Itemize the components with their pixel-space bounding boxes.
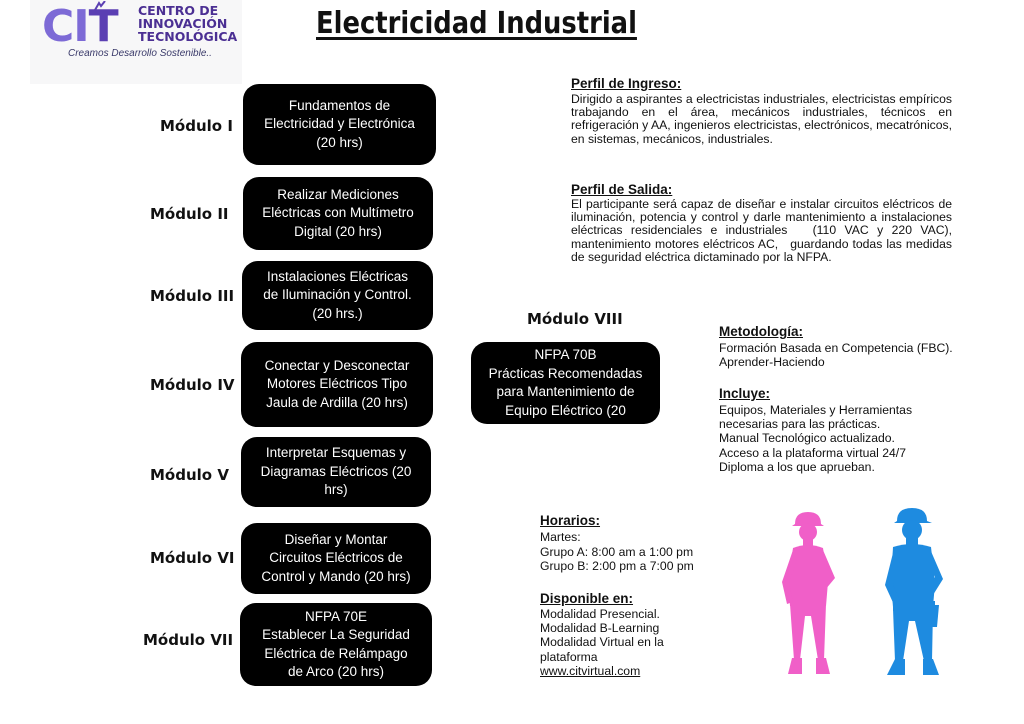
incluye-item: Diploma a los que aprueban. xyxy=(719,459,875,474)
perfil-ingreso-text: Dirigido a aspirantes a electricistas industriales, electricistas empíricos trabajando en el área, mecánicos industriales, técnicos en refrigeración y AA, ingenieros electricistas, electrónicos, mecatrónicos, en sistemas, mecánicos, industriales. xyxy=(571,92,952,146)
incluye-list xyxy=(719,403,912,474)
perfil-salida-text: El participante será capaz de diseñar e instalar circuitos eléctricos de iluminación, potencia y control y darle mantenimiento a instalaciones eléctricas residenciales e industriales (110 VAC y 220 VAC), mantenimiento motores eléctricos AC, guardando todas las medidas de seguridad eléctrica dictaminado por la NFPA. xyxy=(571,197,956,264)
male-worker-silhouette-icon xyxy=(875,505,955,681)
horarios-list xyxy=(540,530,694,574)
disponible-item: plataforma xyxy=(540,649,598,664)
module-label-8: Módulo VIII xyxy=(527,310,623,328)
metodologia-item: Aprender-Haciendo xyxy=(719,355,825,370)
module-label-6: Módulo VI xyxy=(150,549,235,567)
perfil-salida-title: Perfil de Salida: xyxy=(571,182,673,197)
module-label-5: Módulo V xyxy=(150,466,229,484)
module-box-8: NFPA 70B Prácticas Recomendadas para Mantenimiento de Equipo Eléctrico (20 xyxy=(471,342,660,424)
disponible-item: Modalidad B-Learning xyxy=(540,621,660,636)
module-box-5: Interpretar Esquemas y Diagramas Eléctricos (20 hrs) xyxy=(241,437,431,507)
perfil-ingreso-title: Perfil de Ingreso: xyxy=(571,76,682,91)
module-box-6: Diseñar y Montar Circuitos Eléctricos de Control y Mando (20 hrs) xyxy=(241,523,431,594)
incluye-title: Incluye: xyxy=(719,386,771,401)
female-worker-silhouette-icon xyxy=(775,508,843,680)
incluye-item: Equipos, Materiales y Herramientas xyxy=(719,403,913,417)
logo-name: CENTRO DE INNOVACIÓN TECNOLÓGICA xyxy=(138,3,238,44)
module-label-2: Módulo II xyxy=(150,205,229,223)
metodologia-title: Metodología: xyxy=(719,324,803,339)
module-box-4: Conectar y Desconectar Motores Eléctricos Tipo Jaula de Ardilla (20 hrs) xyxy=(241,342,433,427)
logo-tagline: Creamos Desarrollo Sostenible.. xyxy=(68,48,212,59)
module-label-7: Módulo VII xyxy=(143,631,234,649)
page-title: Electricidad Industrial xyxy=(316,6,637,41)
metodologia-list xyxy=(719,341,953,369)
incluye-item: Manual Tecnológico actualizado. xyxy=(719,431,895,446)
module-label-3: Módulo III xyxy=(150,287,235,305)
horarios-item: Martes: xyxy=(540,530,581,544)
incluye-item: Acceso a la plataforma virtual 24/7 xyxy=(719,445,906,460)
disponible-item: Modalidad Virtual en la xyxy=(540,635,664,650)
disponible-list xyxy=(540,607,664,678)
horarios-item: Grupo A: 8:00 am a 1:00 pm xyxy=(540,544,694,559)
metodologia-item: Formación Basada en Competencia (FBC). xyxy=(719,341,953,355)
module-box-1: Fundamentos de Electricidad y Electrónica (20 hrs) xyxy=(243,84,436,165)
disponible-title: Disponible en: xyxy=(540,591,634,606)
module-label-4: Módulo IV xyxy=(150,376,235,394)
horarios-item: Grupo B: 2:00 pm a 7:00 pm xyxy=(540,559,694,573)
logo-abbreviation: CIT xyxy=(42,1,118,52)
module-label-1: Módulo I xyxy=(160,117,233,135)
module-box-2: Realizar Mediciones Eléctricas con Multímetro Digital (20 hrs) xyxy=(243,177,433,250)
disponible-item: Modalidad Presencial. xyxy=(540,607,660,621)
module-box-7: NFPA 70E Establecer La Seguridad Eléctrica de Relámpago de Arco (20 hrs) xyxy=(240,603,432,686)
horarios-title: Horarios: xyxy=(540,513,601,528)
website-link[interactable]: www.citvirtual.com xyxy=(540,663,641,678)
module-box-3: Instalaciones Eléctricas de Iluminación y Control. (20 hrs.) xyxy=(242,261,433,330)
incluye-item: necesarias para las prácticas. xyxy=(719,417,881,432)
logo-spark-icon xyxy=(94,1,106,11)
